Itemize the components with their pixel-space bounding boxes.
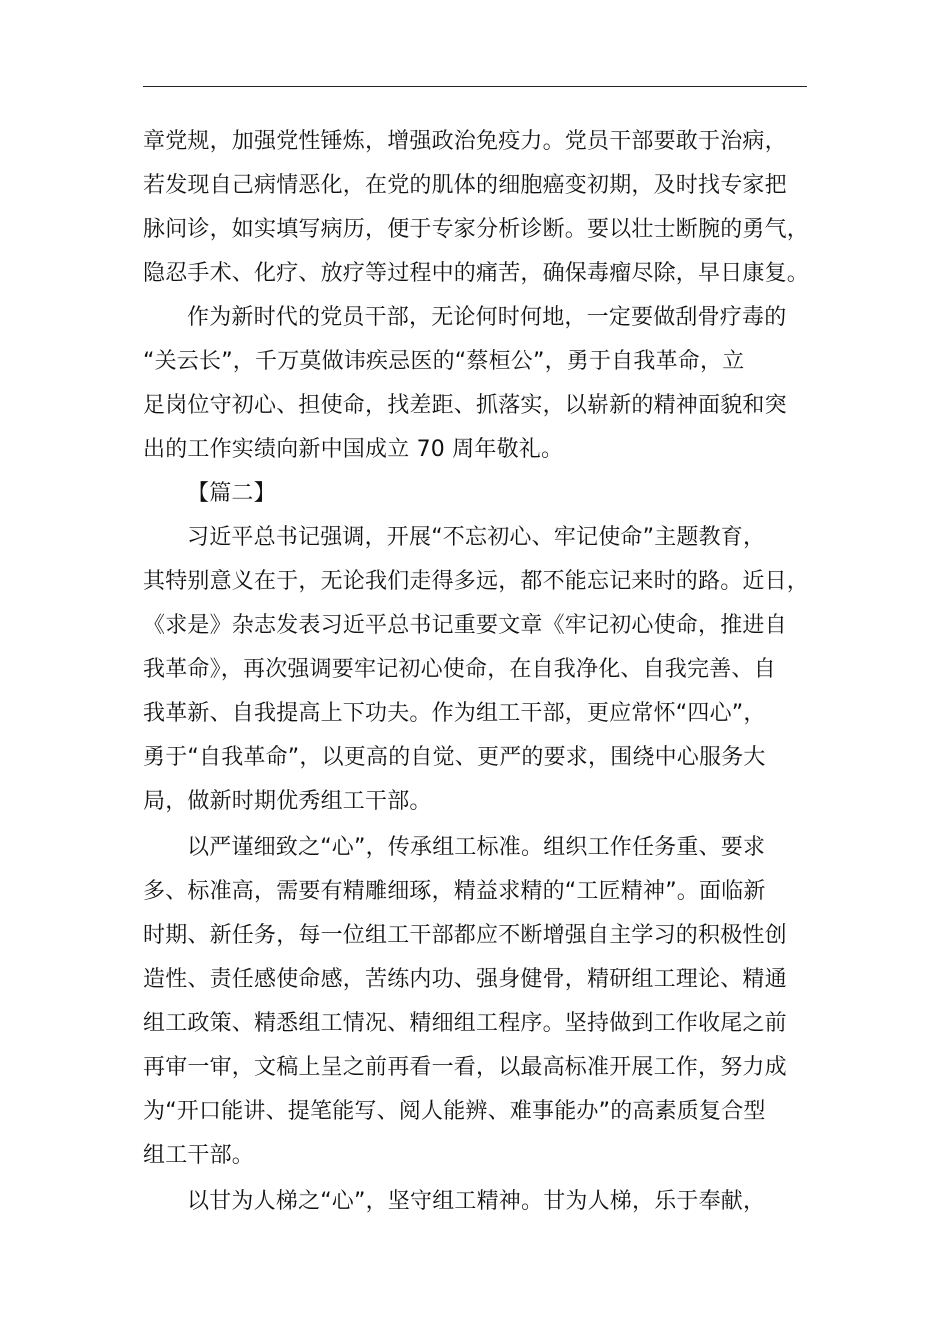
text-line: 其特别意义在于，无论我们走得多远，都不能忘记来时的路。近日， (143, 569, 810, 594)
header-rule (143, 86, 807, 87)
paragraph-first-line: 以严谨细致之“心”，传承组工标准。组织工作任务重、要求 (187, 835, 766, 860)
paragraph-first-line: 以甘为人梯之“心”，坚守组工精神。甘为人梯，乐于奉献， (187, 1189, 766, 1214)
text-line: 我革新、自我提高上下功夫。作为组工干部，更应常怀“四心”， (143, 701, 766, 726)
text-line: 若发现自己病情恶化，在党的肌体的细胞癌变初期，及时找专家把 (143, 173, 787, 198)
text-line: 组工政策、精悉组工情况、精细组工程序。坚持做到工作收尾之前 (143, 1011, 787, 1036)
text-line: 多、标准高，需要有精雕细琢，精益求精的“工匠精神”。面临新 (143, 879, 766, 904)
text-line: 为“开口能讲、提笔能写、阅人能辨、难事能办”的高素质复合型 (143, 1099, 766, 1124)
text-line: “关云长”，千万莫做讳疾忌医的“蔡桓公”，勇于自我革命，立 (143, 349, 745, 374)
text-line: 《求是》杂志发表习近平总书记重要文章《牢记初心使命，推进自 (143, 613, 787, 638)
text-line: 再审一审，文稿上呈之前再看一看，以最高标准开展工作，努力成 (143, 1055, 787, 1080)
section-heading: 【篇二】 (187, 481, 276, 506)
text-line: 组工干部。 (143, 1143, 255, 1168)
text-line: 隐忍手术、化疗、放疗等过程中的痛苦，确保毒瘤尽除，早日康复。 (143, 261, 810, 286)
paragraph-first-line: 习近平总书记强调，开展“不忘初心、牢记使命”主题教育， (187, 525, 766, 550)
text-line: 我革命》，再次强调要牢记初心使命，在自我净化、自我完善、自 (143, 657, 776, 682)
text-line: 时期、新任务，每一位组工干部都应不断增强自主学习的积极性创 (143, 923, 787, 948)
text-line: 足岗位守初心、担使命，找差距、抓落实，以崭新的精神面貌和突 (143, 393, 787, 418)
text-line: 局，做新时期优秀组工干部。 (143, 789, 432, 814)
text-line: 章党规，加强党性锤炼，增强政治免疫力。党员干部要敢于治病， (143, 129, 787, 154)
text-line: 出的工作实绩向新中国成立 70 周年敬礼。 (143, 437, 564, 462)
text-line: 勇于“自我革命”，以更高的自觉、更严的要求，围绕中心服务大 (143, 745, 766, 770)
paragraph-first-line: 作为新时代的党员干部，无论何时何地，一定要做刮骨疗毒的 (187, 305, 787, 330)
text-line: 造性、责任感使命感，苦练内功、强身健骨，精研组工理论、精通 (143, 967, 787, 992)
text-line: 脉问诊，如实填写病历，便于专家分析诊断。要以壮士断腕的勇气， (143, 217, 810, 242)
